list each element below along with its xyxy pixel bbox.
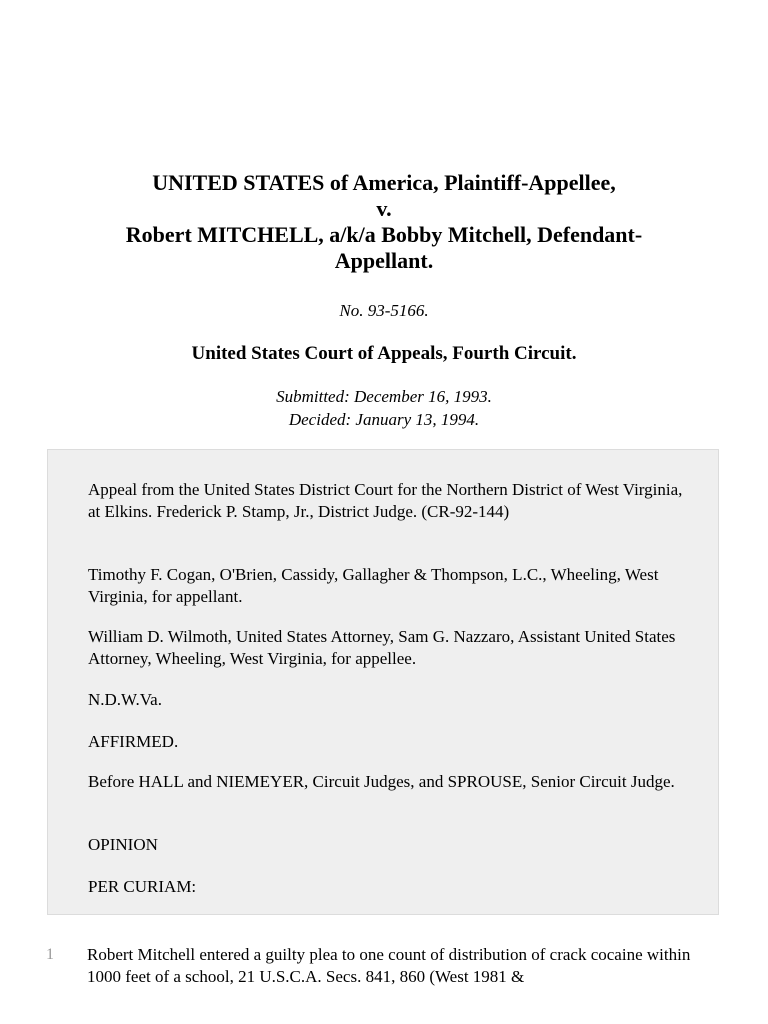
caption-defendant-continued: Appellant. bbox=[334, 248, 434, 273]
caption-versus: v. bbox=[376, 196, 392, 221]
submitted-date: Submitted: December 16, 1993. bbox=[276, 387, 492, 406]
appeal-from: Appeal from the United States District Court for the Northern District of West Virginia, at Elkins. Frederick P. Stamp, Jr., District Judge. (CR-92-144) bbox=[88, 480, 683, 521]
paragraph-number: 1 bbox=[46, 946, 54, 963]
district-abbreviation: N.D.W.Va. bbox=[88, 690, 162, 709]
opinion-label: OPINION bbox=[88, 835, 158, 854]
caption-defendant: Robert MITCHELL, a/k/a Bobby Mitchell, Defendant- bbox=[125, 222, 643, 247]
decided-date: Decided: January 13, 1994. bbox=[288, 410, 480, 429]
opinion-paragraph: Robert Mitchell entered a guilty plea to one count of distribution of crack cocaine within 1000 feet of a school, 21 U.S.C.A. Secs. 841, 860 (West 1981 & bbox=[87, 945, 691, 986]
docket-number: No. 93-5166. bbox=[339, 301, 429, 320]
counsel-appellant: Timothy F. Cogan, O'Brien, Cassidy, Gallagher & Thompson, L.C., Wheeling, West Virginia, for appellant. bbox=[88, 565, 659, 606]
caption-plaintiff: UNITED STATES of America, Plaintiff-Appellee, bbox=[152, 170, 616, 195]
per-curiam-label: PER CURIAM: bbox=[88, 877, 197, 896]
court-name: United States Court of Appeals, Fourth Circuit. bbox=[191, 343, 577, 364]
panel: Before HALL and NIEMEYER, Circuit Judges, and SPROUSE, Senior Circuit Judge. bbox=[88, 772, 675, 791]
counsel-appellee: William D. Wilmoth, United States Attorney, Sam G. Nazzaro, Assistant United States Attorney, Wheeling, West Virginia, for appellee. bbox=[88, 627, 676, 668]
case-caption bbox=[48, 170, 720, 274]
headnote-box bbox=[47, 449, 719, 915]
disposition: AFFIRMED. bbox=[88, 732, 179, 751]
case-dates bbox=[48, 385, 720, 431]
